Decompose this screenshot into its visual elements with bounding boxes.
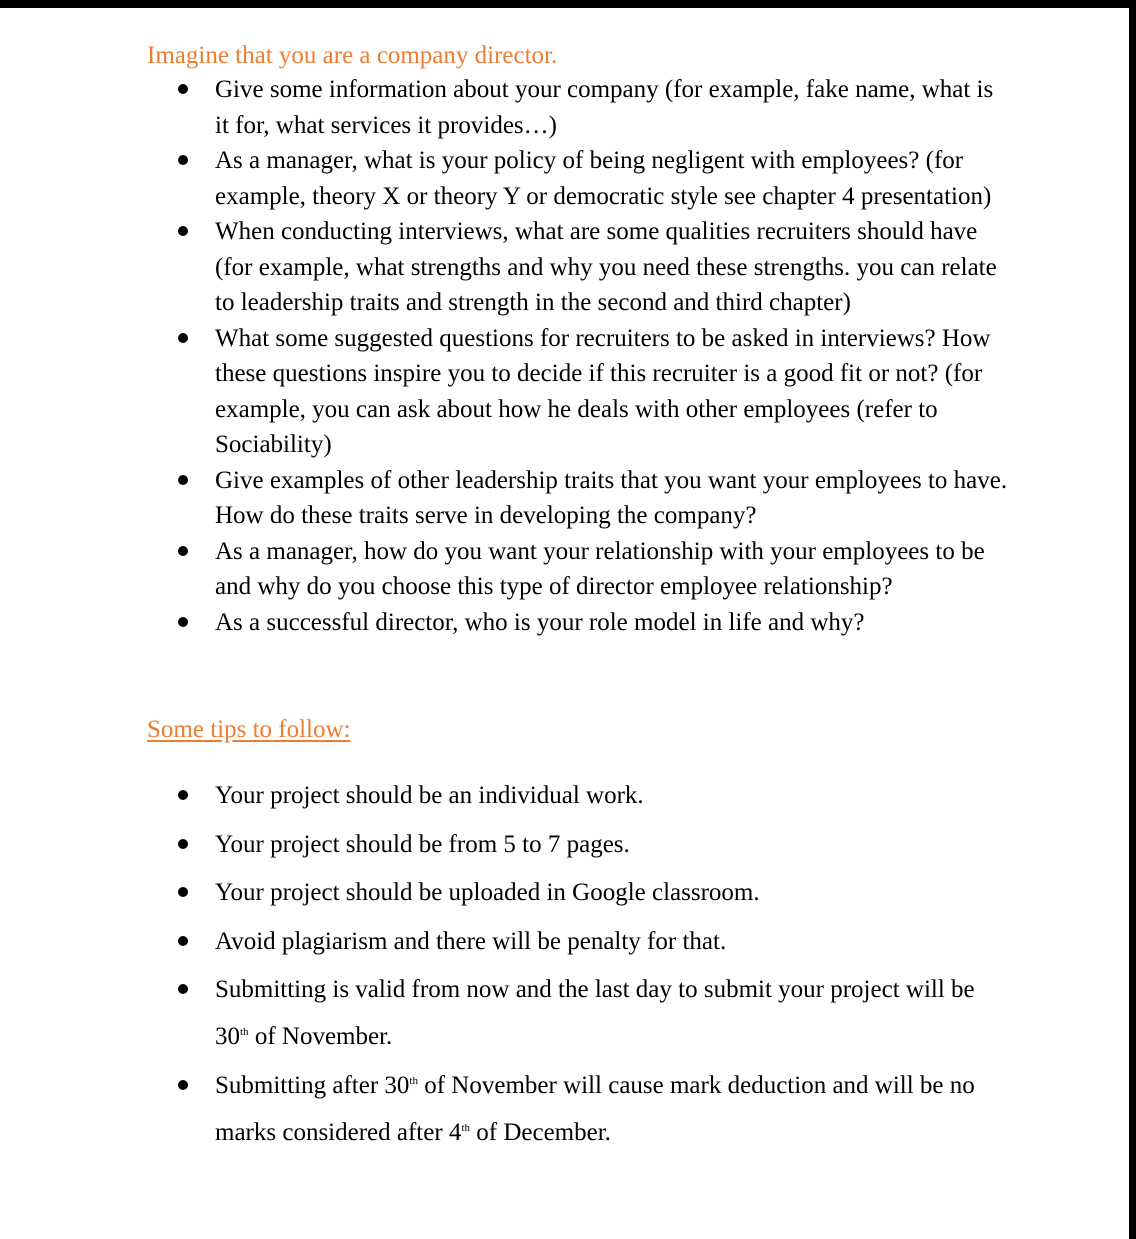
bullet-icon — [178, 333, 188, 343]
list-item — [178, 534, 1008, 605]
list-item-text: Your project should be uploaded in Google classroom. — [215, 879, 760, 906]
ordinal-suffix: th — [409, 1074, 418, 1087]
bullet-icon — [178, 546, 188, 556]
list-item — [178, 918, 1008, 965]
bullet-icon — [178, 1080, 188, 1090]
bullet-icon — [178, 475, 188, 485]
document-page — [0, 8, 1129, 1239]
question-list — [178, 72, 1008, 640]
list-item — [178, 321, 1008, 463]
list-item-text: Avoid plagiarism and there will be penalty for that. — [215, 927, 727, 955]
tips-list — [178, 772, 1008, 1157]
ordinal-suffix: th — [240, 1026, 249, 1038]
list-item — [178, 869, 1008, 916]
intro-heading: Imagine that you are a company director. — [147, 42, 558, 69]
window-edge — [1129, 8, 1136, 1239]
bullet-icon — [178, 936, 188, 946]
deadline-text-end: of November. — [248, 1023, 393, 1050]
list-item — [178, 463, 1008, 534]
list-item — [178, 143, 1008, 214]
late-text-part1: Submitting after 30 — [215, 1071, 410, 1099]
late-text-part2: of November will cause mark deduction and will be no marks considered after 4 — [215, 1071, 975, 1146]
late-submission-item — [178, 1062, 1008, 1156]
bullet-icon — [178, 84, 188, 94]
list-item-text: Give examples of other leadership traits that you want your employees to have. How do these traits serve in developing the company? — [215, 466, 1008, 529]
list-item-text: Your project should be from 5 to 7 pages. — [215, 830, 630, 858]
ordinal-suffix: th — [461, 1121, 470, 1134]
list-item — [178, 214, 1008, 321]
list-item-text: What some suggested questions for recruiters to be asked in interviews? How these questions inspire you to decide if this recruiter is a good fit or not? (for example, you can ask about how he deals with other employees (refer to Sociability) — [215, 324, 991, 458]
deadline-text: Submitting is valid from now and the last day to submit your project will be 30 — [215, 976, 975, 1050]
bullet-icon — [178, 839, 188, 849]
list-item — [178, 72, 1008, 143]
list-item-text: As a manager, what is your policy of being negligent with employees? (for example, theory X or theory Y or democratic style see chapter 4 presentation) — [215, 147, 992, 210]
list-item — [178, 821, 1008, 868]
list-item-text: Give some information about your company (for example, fake name, what is it for, what services it provides…) — [215, 76, 994, 139]
list-item — [178, 772, 1008, 819]
list-item — [178, 605, 1008, 641]
bullet-icon — [178, 155, 188, 165]
deadline-item — [178, 966, 1008, 1060]
bullet-icon — [178, 790, 188, 800]
list-item-text: Your project should be an individual work. — [215, 782, 644, 809]
list-item-text: As a successful director, who is your role model in life and why? — [215, 608, 865, 636]
bullet-icon — [178, 226, 188, 236]
bullet-icon — [178, 887, 188, 897]
bullet-icon — [178, 984, 188, 994]
list-item-text: When conducting interviews, what are some qualities recruiters should have (for example, what strengths and why you need these strengths. you can relate to leadership traits and strength in the second and third chapter) — [215, 218, 997, 316]
tips-heading: Some tips to follow: — [147, 716, 351, 743]
late-text-part3: of December. — [470, 1118, 611, 1146]
bullet-icon — [178, 617, 188, 627]
list-item-text: As a manager, how do you want your relationship with your employees to be and why do you choose this type of director employee relationship? — [215, 537, 985, 600]
